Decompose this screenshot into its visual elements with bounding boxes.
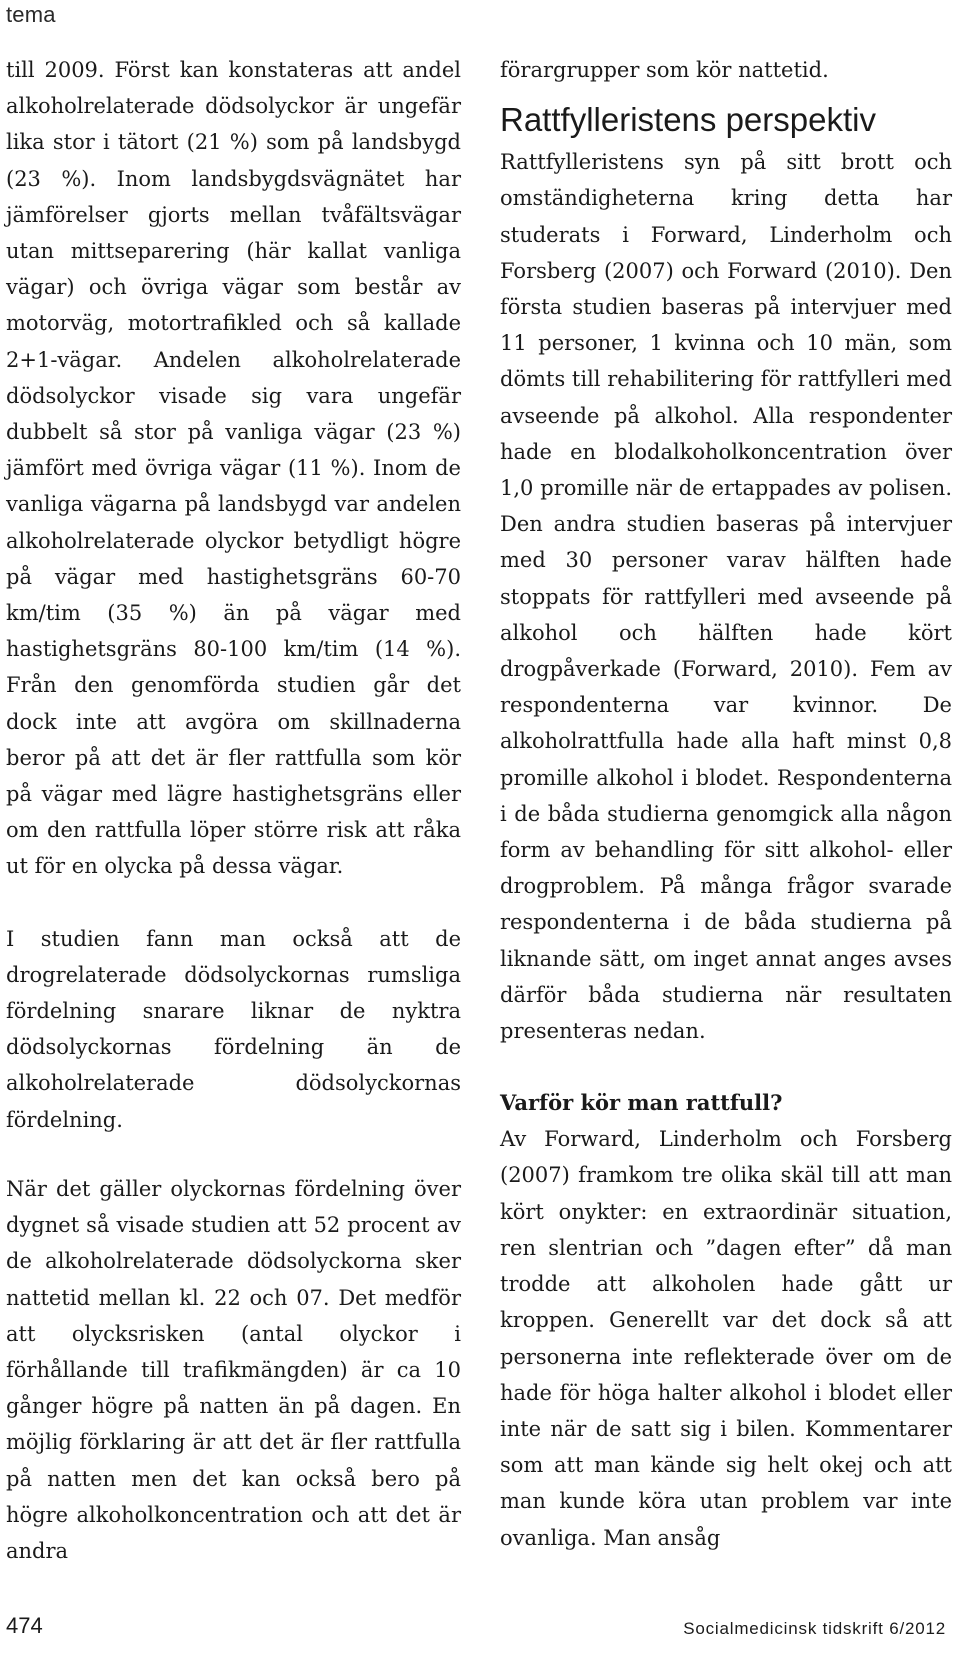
body-paragraph: till 2009. Först kan konstateras att andel alkoholrelaterade dödsolyckor är ungefär lika stor i tätort (21 %) som på landsbygd (23 %). Inom landsbygdsvägnätet har jämförelser gjorts mellan tvåfältsvägar utan mittseparering (här kallat vanliga vägar) och övriga vägar som består av motorväg, motortrafikled och så kallade 2+1-vägar. Andelen alkoholrelaterade dödsolyckor visade sig vara ungefär dubbelt så stor på vanliga vägar (23 %) jämfört med övriga vägar (11 %). Inom de vanliga vägarna på landsbygd var andelen alkoholrelaterade olyckor betydligt högre på vägar med hastighetsgräns 60-70 km/tim (35 %) än på vägar med hastighetsgräns 80-100 km/tim (14 %). Från den genomförda studien går det dock inte att avgöra om skillnaderna beror på att det är fler rattfulla som kör på vägar med lägre hastighetsgräns eller om den rattfulla löper större risk att råka ut för en olycka på dessa vägar.	[6, 58, 461, 879]
journal-name: Socialmedicinsk tidskrift 6/2012	[683, 1619, 946, 1638]
right-column	[500, 52, 952, 1556]
body-paragraph: Av Forward, Linderholm och Forsberg (2007) framkom tre olika skäl till att man kört onykter: en extraordinär situation, ren slentrian och ”dagen efter” då man trodde att alkoholen hade gått ur kroppen. Generellt var det dock så att personerna inte reflekterade över om de hade för höga halter alkohol i blodet eller inte när de satt sig i bilen. Kommentarer som att man kände sig helt okej och att man kunde köra utan problem var inte ovanliga. Man ansåg	[500, 1127, 952, 1550]
left-column	[6, 52, 461, 1569]
sub-heading: Varför kör man rattfull?	[500, 1090, 783, 1116]
body-paragraph: I studien fann man också att de drogrelaterade dödsolyckornas rumsliga fördelning snarare liknar de nyktra dödsolyckornas fördelning än de alkoholrelaterade dödsolyckornas fördelning.	[6, 926, 461, 1132]
body-paragraph: När det gäller olyckornas fördelning över dygnet så visade studien att 52 procent av de alkoholrelaterade dödsolyckorna sker nattetid mellan kl. 22 och 07. Det medför att olycksrisken (antal olyckor i förhållande till trafikmängden) är ca 10 gånger högre på natten än på dagen. En möjlig förklaring är att det är fler rattfulla på natten men det kan också bero på högre alkoholkoncentration och att det är andra	[6, 1176, 461, 1563]
continuation-text: förargrupper som kör nattetid.	[500, 58, 829, 82]
page-number: 474	[6, 1613, 43, 1638]
body-paragraph: Rattfylleristens syn på sitt brott och omständigheterna kring detta har studerats i Forward, Linderholm och Forsberg (2007) och Forward (2010). Den första studien baseras på intervjuer med 11 personer, 1 kvinna och 10 män, som dömts till rehabilitering för rattfylleri med avseende på alkohol. Alla respondenter hade en blodalkoholkoncentration över 1,0 promille när de ertappades av polisen. Den andra studien baseras på intervjuer med 30 personer varav hälften hade stoppats för rattfylleri med avseende på alkohol och hälften hade kört drogpåverkade (Forward, 2010). Fem av respondenterna var kvinnor. De alkoholrattfulla hade alla haft minst 0,8 promille alkohol i blodet. Respondenterna i de båda studierna genomgick alla någon form av behandling för sitt alkohol- eller drogproblem. På många frågor svarade respondenterna i de båda studierna på liknande sätt, om inget annat anges avses därför båda studierna när resultaten presenteras nedan.	[500, 150, 952, 1044]
section-heading: Rattfylleristens perspektiv	[500, 101, 876, 139]
section-tag: tema	[6, 2, 56, 27]
